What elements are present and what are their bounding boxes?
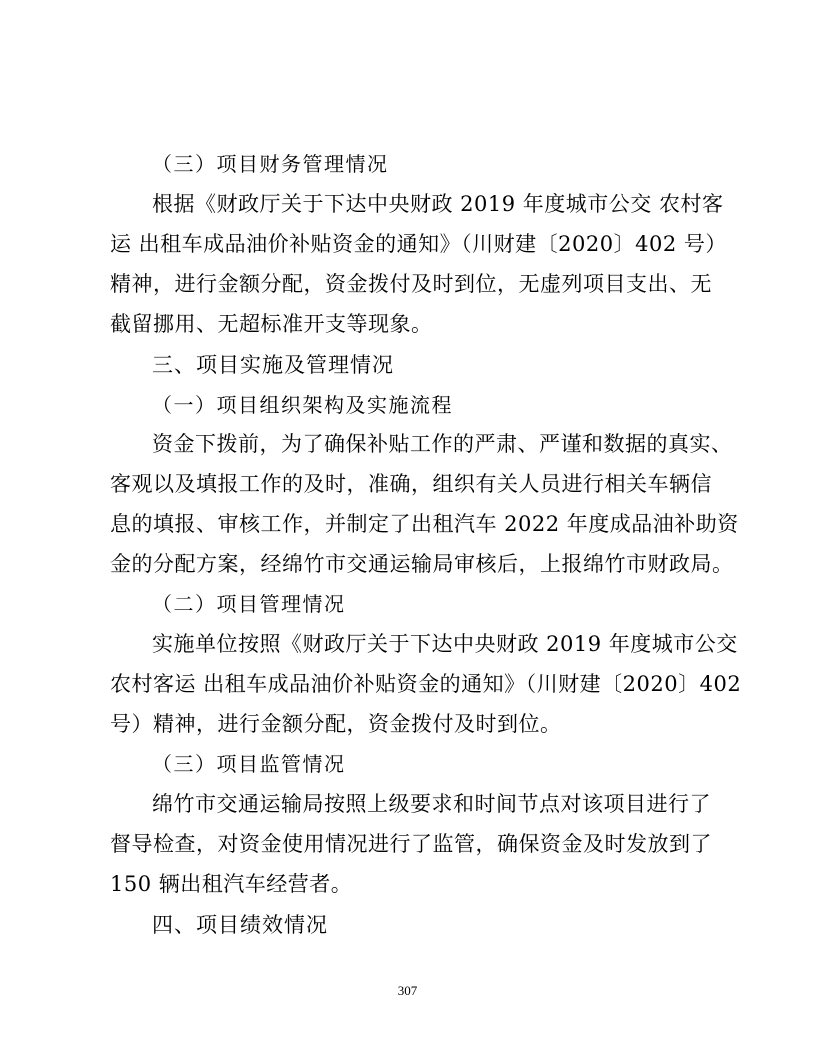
section-heading-performance: 四、项目绩效情况 (152, 913, 328, 937)
section-heading-supervision: （三）项目监管情况 (152, 752, 346, 776)
paragraph-line: 金的分配方案，经绵竹市交通运输局审核后，上报绵竹市财政局。 (110, 552, 734, 576)
paragraph-line: 息的填报、审核工作，并制定了出租汽车 2022 年度成品油补助资 (110, 512, 739, 536)
paragraph-line: 运 出租车成品油价补贴资金的通知》（川财建〔2020〕402 号） (110, 232, 727, 256)
page-number: 307 (397, 983, 418, 998)
paragraph-line: 号）精神，进行金额分配，资金拨付及时到位。 (110, 712, 562, 736)
section-heading-project-management: （二）项目管理情况 (152, 592, 346, 616)
paragraph-line: 督导检查，对资金使用情况进行了监管，确保资金及时发放到了 (110, 832, 712, 856)
paragraph-line: 资金下拨前，为了确保补贴工作的严肃、严谨和数据的真实、 (152, 432, 733, 456)
paragraph-line: 农村客运 出租车成品油价补贴资金的通知》（川财建〔2020〕402 (110, 672, 742, 696)
paragraph-line: 精神，进行金额分配，资金拨付及时到位，无虚列项目支出、无 (110, 272, 712, 296)
paragraph-line: 根据《财政厅关于下达中央财政 2019 年度城市公交 农村客 (152, 192, 724, 216)
paragraph-line: 150 辆出租汽车经营者。 (110, 872, 353, 896)
section-heading-implementation: 三、项目实施及管理情况 (152, 353, 394, 377)
paragraph-line: 客观以及填报工作的及时，准确，组织有关人员进行相关车辆信 (110, 472, 712, 496)
section-heading-organization: （一）项目组织架构及实施流程 (152, 393, 453, 417)
paragraph-line: 截留挪用、无超标准开支等现象。 (110, 312, 433, 336)
section-heading-financial-management: （三）项目财务管理情况 (152, 152, 389, 176)
paragraph-line: 绵竹市交通运输局按照上级要求和时间节点对该项目进行了 (152, 792, 711, 816)
paragraph-line: 实施单位按照《财政厅关于下达中央财政 2019 年度城市公交 (152, 632, 738, 656)
